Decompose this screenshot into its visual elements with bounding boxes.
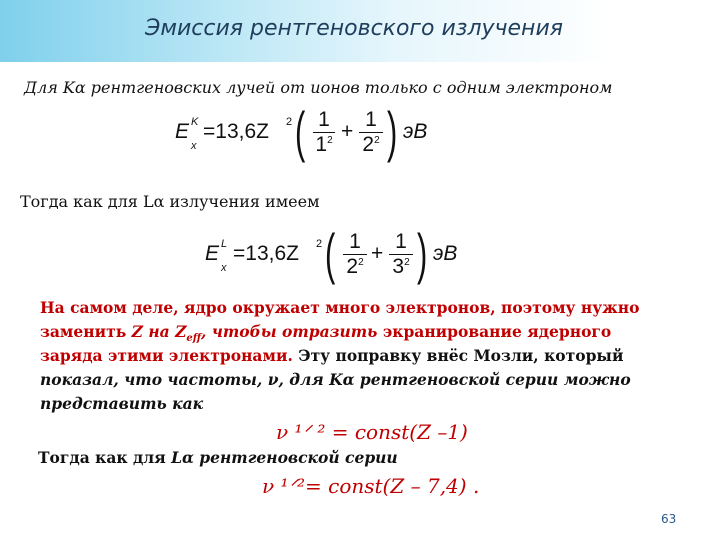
formula-k-series: ν ¹ᐟ ² = const(Z –1) xyxy=(276,420,468,444)
line-la-intro: Тогда как для Lα излучения имеем xyxy=(20,192,320,211)
line-ka-intro: Для Kα рентгеновских лучей от ионов только с одним электроном xyxy=(24,78,613,97)
para-line-5: представить как xyxy=(40,394,204,413)
page-number: 63 xyxy=(661,512,677,526)
equation-l: E L x =13,6Z 2 ( $\frac{1}{2^2}$ + $\frac{1}{3^2}$ ) эB xyxy=(205,222,458,285)
slide-title: Эмиссия рентгеновского излучения xyxy=(145,16,563,41)
line-la-series: Тогда как для Lα рентгеновской серии xyxy=(38,448,398,467)
para-line-4: показал, что частоты, ν, для Kα рентгеновской серии можно xyxy=(40,370,631,389)
equation-k: E K x =13,6Z 2 ( $\frac{1}{1^2}$ + $\frac{1}{2^2}$ ) эB xyxy=(175,100,428,163)
para-line-1: На самом деле, ядро окружает много электронов, поэтому нужно xyxy=(40,298,640,317)
para-line-3: заряда этими электронами. Эту поправку внёс Мозли, который xyxy=(40,346,624,365)
formula-l-series: ν ¹ᐟ²= const(Z – 7,4) . xyxy=(262,474,480,498)
para-line-2: заменить Z на $Z_{eff}$, чтобы отразить экранирование ядерного xyxy=(40,322,612,345)
